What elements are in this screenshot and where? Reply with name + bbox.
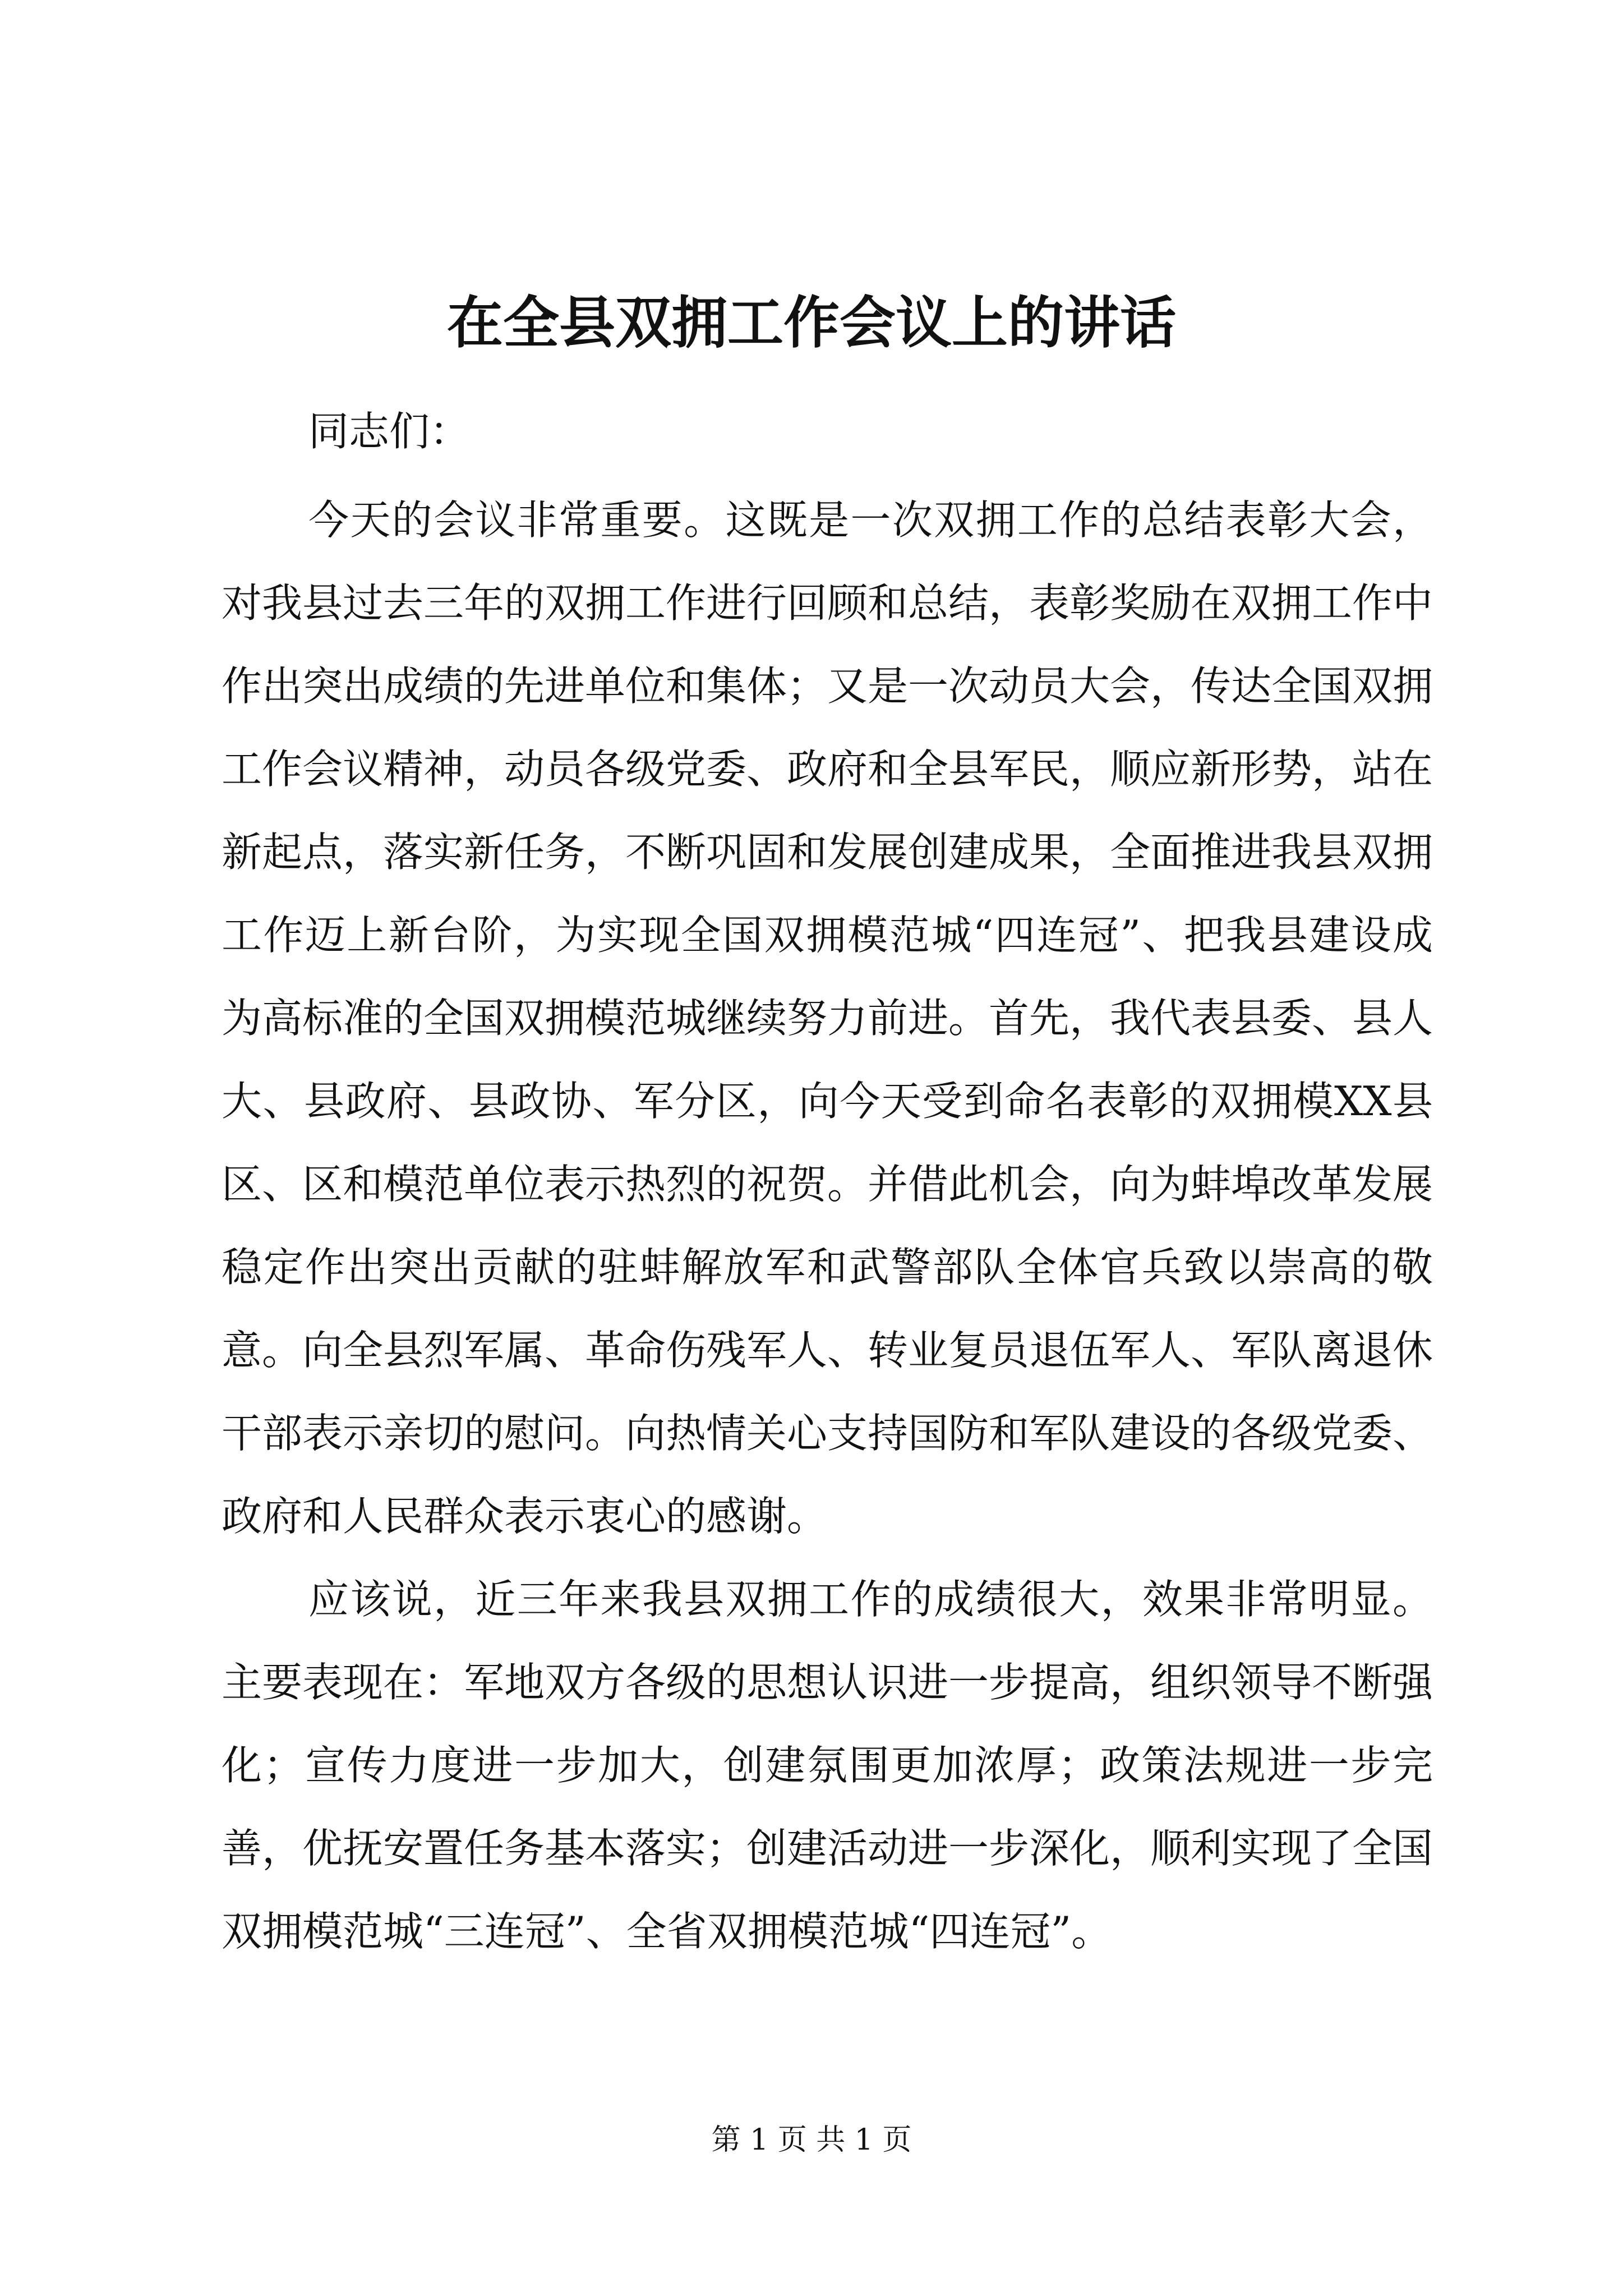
document-body — [222, 390, 1433, 1973]
paragraph-1: 今天的会议非常重要。这既是一次双拥工作的总结表彰大会，对我县过去三年的双拥工作进行回顾和总结，表彰奖励在双拥工作中作出突出成绩的先进单位和集体；又是一次动员大会，传达全国双拥工作会议精神，动员各级党委、政府和全县军民，顺应新形势，站在新起点，落实新任务，不断巩固和发展创建成果，全面推进我县双拥工作迈上新台阶，为实现全国双拥模范城“四连冠”、把我县建设成为高标准的全国双拥模范城继续努力前进。首先，我代表县委、县人大、县政府、县政协、军分区，向今天受到命名表彰的双拥模XX县区、区和模范单位表示热烈的祝贺。并借此机会，向为蚌埠改革发展稳定作出突出贡献的驻蚌解放军和武警部队全体官兵致以崇高的敬意。向全县烈军属、革命伤残军人、转业复员退伍军人、军队离退休干部表示亲切的慰问。向热情关心支持国防和军队建设的各级党委、政府和人民群众表示衷心的感谢。 — [222, 496, 1433, 1540]
page-footer: 第 1 页 共 1 页 — [711, 2123, 912, 2157]
greeting: 同志们： — [308, 408, 471, 455]
paragraph-2: 应该说，近三年来我县双拥工作的成绩很大，效果非常明显。主要表现在：军地双方各级的思想认识进一步提高，组织领导不断强化；宣传力度进一步加大，创建氛围更加浓厚；政策法规进一步完善，优抚安置任务基本落实；创建活动进一步深化，顺利实现了全国双拥模范城“三连冠”、全省双拥模范城“四连冠”。 — [222, 1576, 1433, 1955]
document-title: 在全县双拥工作会议上的讲话 — [447, 289, 1176, 356]
